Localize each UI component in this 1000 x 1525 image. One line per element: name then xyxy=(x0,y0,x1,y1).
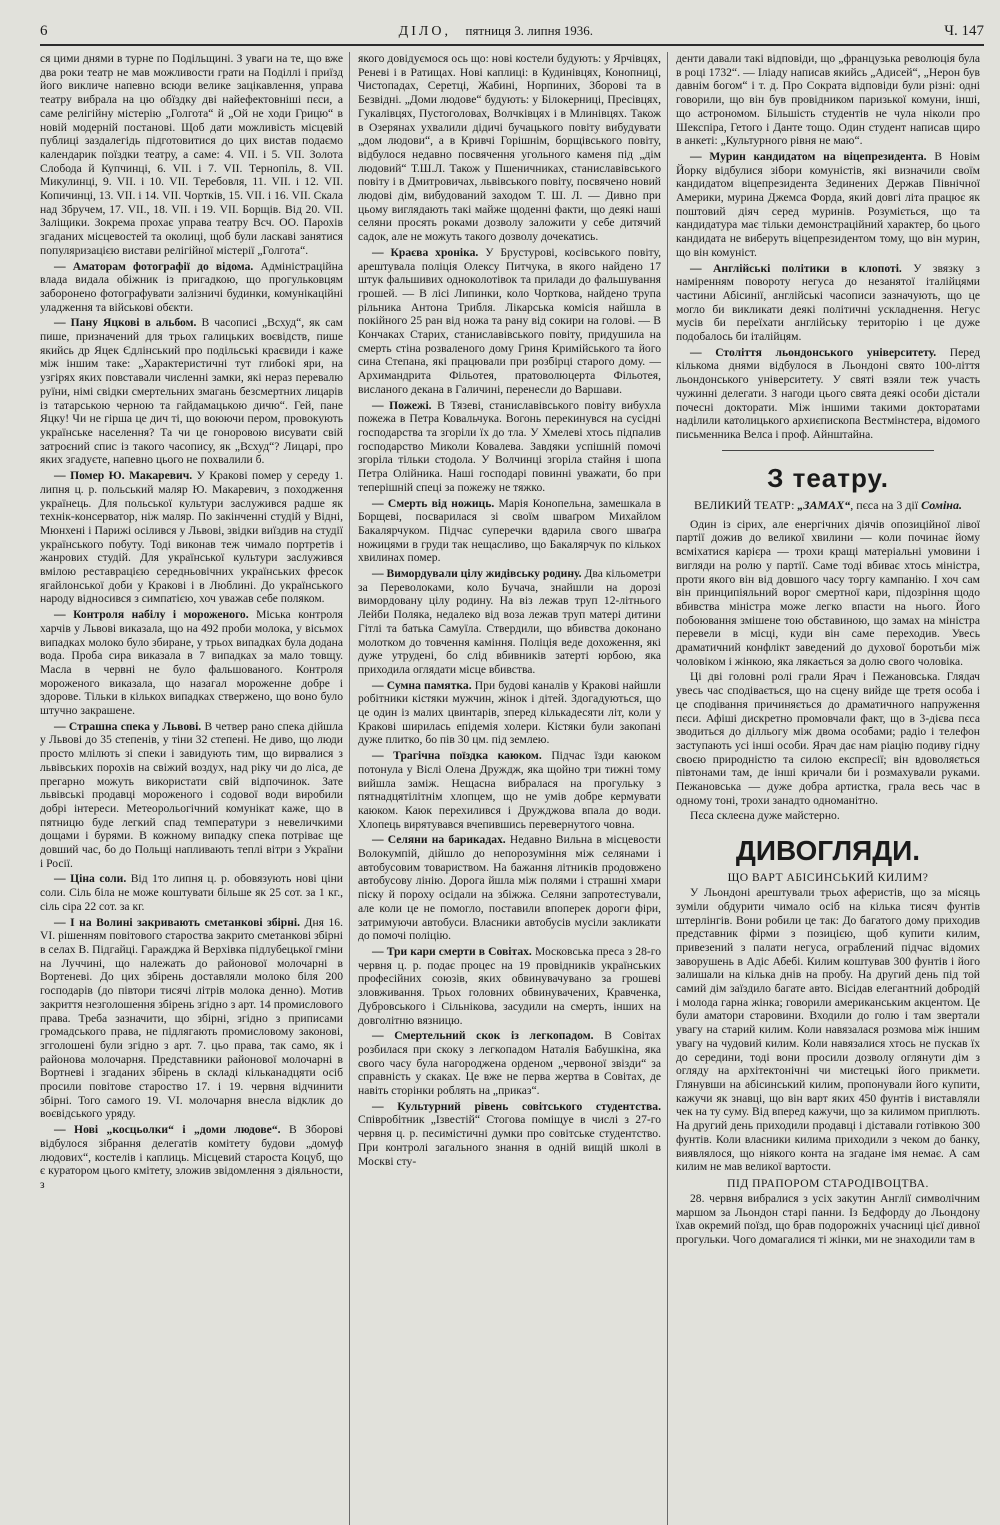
article-paragraph: Ці дві головні ролі грали Ярач і Пежановська. Глядач увесь час сподівається, що на сцену вийде ще третя особа і це сподівання причиняється до драматичного напруження пєси. Афіші дискретно промовчали факт, що в 3-дієва пєса зводиться до ділльогу між двома особами; радіо і телефон заступають усі інші особи. Ярач дає нам ріацію подиву гідну своєю природністю та силою експресії; він вдоволяється півтонами там, де інші кричали би і розмахували руками. Пежановська — дуже добра артистка, грала весь час в одному тоні, трохи занадто одноманітно. xyxy=(676,670,980,807)
column-3 xyxy=(676,52,986,1525)
news-body: Московська преса з 28-го червня ц. р. подає процес на 19 провідників українських професійних союзів, яких обвинувачувано за грошеві зловживання. Трьох головних обвинувачених, Кравченка, Дубровського і Сільнікова, засудили на смерть, інших на довголітню вязницю. xyxy=(358,945,661,1027)
news-headline: — Селяни на барикадах. xyxy=(372,833,506,847)
news-headline: — Нові „косцьолки“ і „доми людове“. xyxy=(54,1123,281,1137)
issue-date: пятниця 3. липня 1936. xyxy=(465,23,594,38)
news-item xyxy=(358,945,661,1027)
news-item xyxy=(40,1123,343,1192)
news-headline: — Століття льондонського університету. xyxy=(690,345,937,359)
page-number: 6 xyxy=(40,23,48,39)
article-paragraph: денти давали такі відповіди, що „французька революція була в році 1732“. — Іліаду написав якийсь „Адисей“, „Нерон був давнім богом“ і т. д. Про Сократа відповіди були різні: одні говорили, що він був провідником паризької комуни, інші, що астрономом. Більшість студентів не чула ніколи про Шекспіра, Гетого і Данте тощо. Один студент написав щиро в анкеті: „Культурного рівня не маю“. xyxy=(676,52,980,148)
news-item xyxy=(358,399,661,495)
news-body: Дня 16. VI. рішенням повітового староства закрито сметанкові збірні в селах В. Підгайці. Гаражджа й Верхівка підлубецької гміни на Луччині, що належать до районової молочарні в Вортеневі. До цих збірень доставляли молоко біля 200 господарів (до півтори тисячі літрів молока денно). Мотив закриття незголошення збірень згідно з арт. 14 промислового права. Треба зазначити, що збірні, згідно з приписами громадського права, не підлягають промисловому законові, згголошені були згідно з арт. 7. цьо права, так само, як і районова молочарня. Представники районової молочарні в Вортневі і згаданих збірень в складі кільканадцяти осіб просили повітове староство 17. і 19. червня відчинити збірні. Того самого 19. VI. молочарня внесла відклик до воєвідського уряду. xyxy=(40,915,343,1121)
news-body: Співробітник „Ізвестій“ Стогова поміщуе в числі з 27-го червня ц. р. песимістичні думки про совітське студентство. При контролі загального знання в одній вищій школі в Москві сту- xyxy=(358,1113,661,1168)
article-paragraph: Пєса склеєна дуже майстерно. xyxy=(690,809,840,823)
news-headline: — Помер Ю. Макаревич. xyxy=(54,469,193,483)
article-paragraph: якого довідуємося ось що: нові костели будують: у Ярчівцях, Реневі і в Ратищах. Нові каплиці: в Кудинівцях, Конопниці, Чистопадах, Серетці, Жабині, Норпиних, Зборові та в Безвідні. „Доми людове“ будують: у Білокерниці, Пресівцях, Гукалівцях, Пустоголовах, Волчківцях і в Млинівцях. Також в Озерянах ухвалили дідичі бучацького повіту вибудувати „дом людови“, а в Кривчі Горішнім, борщівського повіту, відбулося недавно посвячення угольного каменя під „дім людовий“ Т.Ш.Л. Також у Пшеничниках, станиславівського повіту і в Дмитровичах, львівського повіту, посвячено новий людові дім, вибудований заходом Т. Ш. Л. — Дивно при цьому виглядають такі майже щоденні факти, що деякі наші селяни просять роками дозволу заложити у себе дитячий садок, але не можуть такого дозволу дочекатись. xyxy=(358,52,661,244)
issue-number: Ч. 147 xyxy=(944,23,984,39)
column-2 xyxy=(358,52,668,1525)
news-headline: — Контроля набілу і мороженого. xyxy=(54,608,249,622)
news-headline: — Мурин кандидатом на віцепрезидента. xyxy=(690,149,927,163)
news-headline: — Три кари смерти в Совітах. xyxy=(372,945,532,958)
news-body: Від 1то липня ц. р. обовязують нові ціни соли. Сіль біла не може коштувати більше як 25 сот. за 1 кг., сіль сіра 22 сот. за кг. xyxy=(40,872,343,913)
article-columns xyxy=(40,52,984,1525)
news-body: При будові каналів у Кракові найшли робітники кістяки мужчин, жінок і дітей. Здогадуються, що це один із малих цвинтарів, зперед кількадесяти літ, коли у Кракові ширилась епідемія холери. Кістяки були закопані дуже плитко, бо пів 30 цм. під землею. xyxy=(358,678,661,747)
news-headline: — Смертельний скок із легкопадом. xyxy=(372,1029,594,1043)
news-item xyxy=(358,1029,661,1098)
theatre-review-heading xyxy=(676,498,980,512)
masthead-title-line xyxy=(399,23,593,40)
news-body: В Новім Йорку відбулися зібори комуністів, які визначили своїм кандидатом віцепрезидента Зединених Держав Північної Америки, мурина Джемса Форда, який довгі літа працює як поштовий діяч серед муринів. Розуміється, що та кандидатура має тільки демонстраційний характер, бо цього кандидата не виберуть віцепрезидентом тому, що він мурин, що він комуніст. xyxy=(676,149,981,259)
theatre-section-title: З театру. xyxy=(767,462,889,493)
news-item xyxy=(676,150,980,260)
news-headline: — Сумна памятка. xyxy=(372,678,472,692)
news-body: У Кракові помер у середу 1. липня ц. р. польський маляр Ю. Макаревич, з походження українець. Для польської культури заслужився радше як технік-консерватор, ніж маляр. По закінченні студій у Відні, Мюнхені і Парижі осілився у Львові, звідки виїздив на студії українського побуту. Тоді виконав теж чимало портретів і жанрових студій. Для української культури заслужився вмілою реставрацією середньовічних українських фресок ягайлонської доби у Кракові і в Люблині. До українського народу відносився з симпатією, хоч уважав себе поляком. xyxy=(40,469,344,606)
article-paragraph: Один із сірих, але енергічних діячів опозиційної лівої партії дожив до великої хвилини — коли починає йому всміхатися карієра — трохи кращі матеріальні умовини і вигляди на ролю у партії. Саме тоді вбиває хтось міністра, проти якого він від довшого часу торгу кампанію. І хоч сам він принципіяльний ворог смертної кари, підозріння щодо вбивства міністра може легко впасти на нього. Його побоювання змішене тою обставиною, що замах на міністра перевели в місці, куди він саме переходив. Увесь драматичний конфлікт заведений до духової боротьби між чоловіком і жінкою, яка лякається за долю свого чоловіка. xyxy=(676,517,980,668)
news-item xyxy=(358,497,661,566)
news-body: В четвер рано спека дійшла у Львові до 35 степенів, у тіни 32 степені. Не диво, що люди просто млілють зі спеки і завидують тим, що вирвалися з львівських порохів на свіжий воздух, над ріку чи до ліса, де прегарно можуть використати свій відпочинок. Зате львівські продавці мороженого і содової води виробили добрі інтереси. Метеорольогічний комунікат каже, що в пятницю буде легкий спад температури з невеличкими дощами і бурями. В кожному випадку спека потріває ще довший час, бо до Польщі напливають теплі вітри з України і Росії. xyxy=(40,719,344,870)
news-body: В Зборові відбулося зібрання делегатів комітету будови „домуф людових“, костелів і каплиць. Місцевий староста Коцуб, що є куратором цього кмітету, зложив звідомлення з діяльности, з xyxy=(40,1123,343,1191)
article-paragraph: У Льондоні арештували трьох аферистів, що за місяць зуміли обдурити чимало осіб на кілька тисяч фунтів штерлінгів. Вони робили це так: До багатого дому приходив представник фірми з позицією, щоб купити килим, привезений з палати негуса, ограблений підчас відомих заворушень в Адіс Абебі. Килим коштував 300 фунтів і його залишали на кілька днів на пробу. На другий день під той самий дім заїздило багате авто. Вісідав елегантний добродій і молода гарна жінка; говорили американським акцентом. Це були аматори старовини. Входили до голю і там звертали увагу на старий килим. Коли навязалася розмова між іншим увагу на чудовий килим. Коли навязалися хтось не пускав їх до середини, тоді вони просили дозволу оглянути дім з огляду на архітектонічні чи мистецькі його прикмети. Глянувши на абісинський килим, пропонували його купити, кажучи як знавці, що він варт яких 450 фунтів і виставляли чек на ту суму. Від вперед кажучи, що за килимом приплють. На другий день приходили продавці і діставали готівкою 300 фунтів. Коли власники килима приходили з чеком до банку, виявлялося, що ніякого конта на згадане імя немає. А сам килим не мав великої вартости. xyxy=(676,886,980,1174)
news-item xyxy=(40,916,343,1122)
article-subheading: ПІД ПРАПОРОМ СТАРОДІВОЦТВА. xyxy=(727,1176,929,1190)
news-item xyxy=(358,679,661,748)
news-body: В Тязеві, станиславівського повіту вибухла пожежа в Петра Ковальчука. Вогонь перекинувся на сусідні господарства та згоріли їх до тла. У Хмелеві хтось підпалив господарство Миколи Ковалева. Завдяки успішній помочі згоріла тільки стодола. У Волчинці згоріла стайня і шопа Петра Олійника. Наші господарі повинні уважати, бо при теперішній спеці за пожежу не тяжко. xyxy=(358,398,662,494)
news-item xyxy=(358,567,661,677)
curiosities-section-title: ДИВОГЛЯДИ. xyxy=(735,835,921,867)
news-item xyxy=(40,720,343,871)
news-headline: — Англійські політики в клопоті. xyxy=(690,261,902,275)
news-item xyxy=(358,1100,661,1169)
news-body: Міська контроля харчів у Львові виказала, що на 492 проби молока, у вісьмох випадках молоко було збиране, у трьох випадках була додана вода. Проба сира виказала в 7 випадках за мало товщу. Масла в червні не було фальшованого. Контроля мороженого виказала, що назагал мороженне добре і здорове. Тільки в кількох випадках ствержено, що воно було штучно закрашене. xyxy=(40,608,344,718)
news-body: В часописі „Всхуд“, як сам пише, призначений для трьох галицьких воєвідств, пише якийсь др Яцек Єдлінський про подільські краєвиди і каже між іншим таке: „Характеристичні тут глибокі яри, на узгірях яких повставали численні замки, які нераз перевалю руїни, німі свідки смертельних змагань безсмертних лицарів із татарською черною та гайдамацькою дичю“. Гей, пане Яцку! Чи не гірша це дич ті, що воюючи пером, провокують українське населення? Та чи це гоноровою висувати свій затроєний спис із такого часопису, як „Всхуд“? Лицарі, про яких згадуєте, напевно цього не похвалили б. xyxy=(40,316,343,467)
news-body: Марія Конопельна, замешкала в Борщеві, посварилася зі своїм шваґром Михайлом Бакалярчуком. Підчас суперечки вдарила свого шваґра ножицями в груди так нещасливо, що Бакалярчук по кількох хвилинах помер. xyxy=(358,496,661,565)
news-headline: — Трагічна поїздка каюком. xyxy=(372,749,542,763)
column-1 xyxy=(40,52,350,1525)
theatre-name: ВЕЛИКИЙ ТЕАТР: xyxy=(694,497,798,512)
news-body: Підчас їзди каюком потонула у Віслі Олена Друждж, яка щойно три тижні тому вийшла заміж. Нещасна вибралася на прогульку з пятнадцятілітнім хлопцем, що не умів добре кермувати каюком. Каюк перехилився і Дружджова впала до води. Хлопець вирятувався вчепившись перевернутого човна. xyxy=(358,749,661,831)
news-body: Адміністраційна влада видала обіжник із пригадкою, що прогульковцям заборонено фотографувати залізничі будинки, комунікаційні уладження та військові обєкти. xyxy=(40,259,343,314)
article-paragraph: 28. червня вибралися з усіх закутин Англії символічним маршом за Льондон старі панни. Із Бедфорду до Льондону їхав окремий поїзд, що брав подорожніх учасниці цієї дивної прогульки. Чого домагалися ті жінки, ми не знаходили там в xyxy=(676,1191,980,1247)
play-title: „ЗАМАХ“ xyxy=(797,497,851,512)
news-item xyxy=(40,260,343,315)
news-headline: — Краєва хроніка. xyxy=(372,245,479,259)
article-paragraph: ся цими днями в турне по Подільщині. З уваги на те, що вже два роки театр не мав можливости грати на Поділлі і приїзд його викличе напевно всюди велике зацікавлення, управа театру вибрала на цю обїздку дві найефектовніші пєси, а саме релігійну містерію „Голгота“ й „Ой не ходи Грицю“ в новій модерній постанові. Щоб дати можливість місцевій публиці заздалегідь підготовитися до цих вистав подаємо календарик поїздки театру, а саме: 4. VII. і 5. VII. Золота Слобода й Купчинці, 6. VII. і 7. VII. Тернопіль, 8. VII. Микулинці, 9. VII. і 10. VII. Теребовля, 11. VII. і 12. VII. Копичинці, 13. VII. і 14. VII. Чортків, 15. VII. і 16. VII. Скала над Збручем, 17. VII., 18. VII. і 19. VII. Борщів. Від 20. VII. Заліщики. Зокрема прохає управа театру Всч. ОО. Парохів згаданих місцевостей та околиці, щоб були ласкаві занятися популяризацією вистави релігійної містерії „Голгота“. xyxy=(40,52,343,257)
news-item xyxy=(358,833,661,943)
news-headline: — Аматорам фотографії до відома. xyxy=(54,259,254,273)
news-headline: — Культурний рівень совітського студентства. xyxy=(372,1099,661,1113)
news-headline: — Смерть від ножиць. xyxy=(372,496,495,510)
section-divider xyxy=(722,450,935,451)
article-subheading: ЩО ВАРТ АБІСИНСЬКИЙ КИЛИМ? xyxy=(727,871,929,885)
news-body: Перед кількома днями відбулося в Льондоні свято 100-ліття льондонського університету. У святі взяли теж участь чужинні делегати. З нагоди цього свята деякі особи дістали почесні докторати. Між іншими такими докторатами наділили католицького архиєпископа Вестмінстера, відомого письменника Велса і проф. Айнштайна. xyxy=(676,345,980,441)
news-headline: — І на Волині закривають сметанкові збірні. xyxy=(54,915,300,929)
news-body: В Совітах розбилася при скоку з легкопадом Наталія Бабушкіна, яка свого часу була нагороджена орденом „червоної звізди“ за справність у скаках. Це вже не перва жертва в Совітах, де навіть сторінки роблять на „приказ“. xyxy=(358,1029,661,1098)
news-headline: — Ціна соли. xyxy=(54,872,127,886)
news-item xyxy=(358,749,661,831)
masthead xyxy=(40,18,984,46)
news-item xyxy=(40,469,343,606)
news-body: У Брустурові, косівського повіту, арештувала поліція Олексу Питчука, в якого найдено 17 штук фальшивих одноколотівок та прилади до фальшування грошей. — В лісі Липинки, коло Чорткова, найдено трупа рільника Антона Трибля. Лікарська комісія найшла в покійного 25 ран від ножа та рану від сокири на голові. — В Кончаках Старих, станиславівського повіту, придушила на смерть стіна розваленого дому Гриня Кримійського та його сина Степана, які працювали при розбірці старого дому. — Архимандрита Фільотея, пратоволюцерта Фільотея, висланого деканa в Галичині, перенесли до Варшави. xyxy=(358,245,661,396)
news-body: Два кільометри за Переволоками, коло Бучача, знайшли на дорозі вимордовану цілу родину. На віз лежав труп 12-літнього Лейби Поляка, недалеко від воза лежав труп матері дитини Гітлі та батька Самуїла. Ствердили, що вбивства доконано молотком до товчення каміння. Поліція веде дохоження, які дуже утрудені, бо слід вбивників затерті юрбою, яка приходила оглядати місце вбивства. xyxy=(358,567,661,676)
play-author: Соміна. xyxy=(921,497,962,512)
play-genre: , пєса на 3 дії xyxy=(850,497,922,512)
news-item xyxy=(40,872,343,913)
news-body: Недавно Вильна в місцевости Волокумпій, дійшло до непорозуміння між селянами і автобусовим товариством. На бажання літників продовжено автобусову лінію. Дорога йшла між полями і страшні хмари піску й пороху осідали на збіжжа. Селяни запротестували, але коли це не помогло, поставили впоперек дороги фіри, затримуючи автобуси. Власники автобусів мусіли закликати до помочі поліцію. xyxy=(358,833,661,943)
news-headline: — Пану Яцкові в альбом. xyxy=(54,316,197,330)
news-headline: — Пожежі. xyxy=(372,398,432,412)
news-headline: — Вимордували цілу жидівську родину. xyxy=(372,567,582,581)
news-item xyxy=(40,608,343,718)
news-body: У звязку з наміренням повороту негуса до незанятої італійцями частини Абісинії, англійські часописи зазначують, що це могло би викликати деякі політичні ускладнення. Негус мусів би переїхати англійську територію і це дуже подобалось би італійцям. xyxy=(676,261,980,344)
news-item xyxy=(358,246,661,397)
news-item xyxy=(676,262,980,344)
news-item xyxy=(40,316,343,467)
newspaper-title: ДІЛО, xyxy=(398,24,451,39)
news-item xyxy=(676,346,980,442)
news-headline: — Страшна спека у Львові. xyxy=(54,719,202,733)
